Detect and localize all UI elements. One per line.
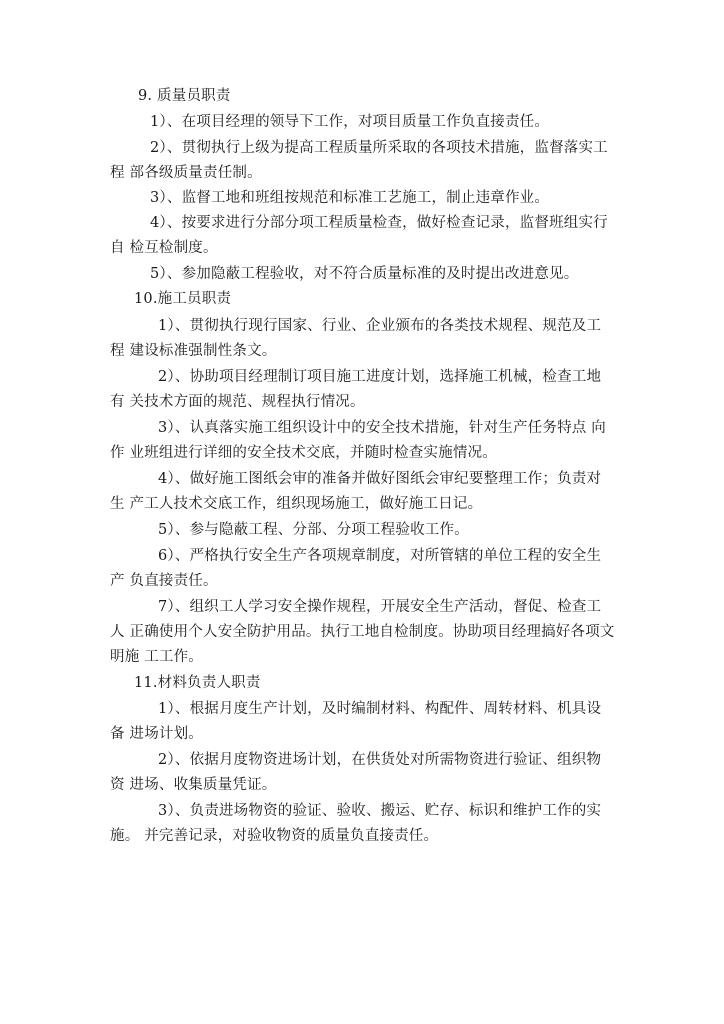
section-heading: 11.材料负责人职责: [134, 675, 261, 691]
section-heading: 10.施工员职责: [134, 291, 232, 307]
paragraph-line: 备 进场计划。: [110, 726, 204, 742]
section-heading: 9. 质量员职责: [138, 88, 231, 104]
paragraph-line: 生 产工人技术交底工作，组织现场施工，做好施工日记。: [110, 496, 483, 512]
paragraph-line: 2）、贯彻执行上级为提高工程质量所采取的各项技术措施，监督落实工: [150, 140, 608, 156]
paragraph-line: 6）、严格执行安全生产各项规章制度，对所管辖的单位工程的安全生: [158, 548, 602, 564]
paragraph-line: 3）、认真落实施工组织设计中的安全技术措施，针对生产任务特点 向: [158, 420, 606, 436]
paragraph-line: 施。 并完善记录，对验收物资的质量负直接责任。: [110, 828, 439, 844]
paragraph-line: 5）、参加隐蔽工程验收，对不符合质量标准的及时提出改进意见。: [150, 266, 579, 282]
paragraph-line: 程 建设标准强制性条文。: [110, 343, 277, 359]
paragraph-line: 1）、根据月度生产计划，及时编制材料、构配件、周转材料、机具设: [158, 701, 602, 717]
paragraph-line: 5）、参与隐蔽工程、分部、分项工程验收工作。: [158, 522, 469, 538]
paragraph-line: 1）、在项目经理的领导下工作，对项目质量工作负直接责任。: [150, 114, 550, 130]
paragraph-line: 明施 工工作。: [110, 649, 204, 665]
paragraph-line: 4）、按要求进行分部分项工程质量检查，做好检查记录，监督班组实行: [150, 215, 608, 231]
paragraph-line: 7）、组织工人学习安全操作规程，开展安全生产活动，督促、检查工: [158, 599, 602, 615]
paragraph-line: 1）、贯彻执行现行国家、行业、企业颁布的各类技术规程、规范及工: [158, 318, 602, 334]
paragraph-line: 产 负直接责任。: [110, 573, 218, 589]
paragraph-line: 人 正确使用个人安全防护用品。执行工地自检制度。协助项目经理搞好各项文: [110, 624, 615, 640]
paragraph-line: 3）、负责进场物资的验证、验收、搬运、贮存、标识和维护工作的实: [158, 803, 602, 819]
paragraph-line: 自 检互检制度。: [110, 240, 218, 256]
paragraph-line: 作 业班组进行详细的安全技术交底，并随时检查实施情况。: [110, 445, 498, 461]
paragraph-line: 有 关技术方面的规范、规程执行情况。: [110, 394, 365, 410]
paragraph-line: 2）、协助项目经理制订项目施工进度计划，选择施工机械，检查工地: [158, 369, 602, 385]
paragraph-line: 4）、做好施工图纸会审的准备并做好图纸会审纪要整理工作；负责对: [158, 471, 602, 487]
paragraph-line: 3）、监督工地和班组按规范和标准工艺施工，制止违章作业。: [150, 190, 550, 206]
paragraph-line: 2）、依据月度物资进场计划，在供货处对所需物资进行验证、组织物: [158, 752, 602, 768]
paragraph-line: 资 进场、收集质量凭证。: [110, 777, 277, 793]
paragraph-line: 程 部各级质量责任制。: [110, 165, 262, 181]
